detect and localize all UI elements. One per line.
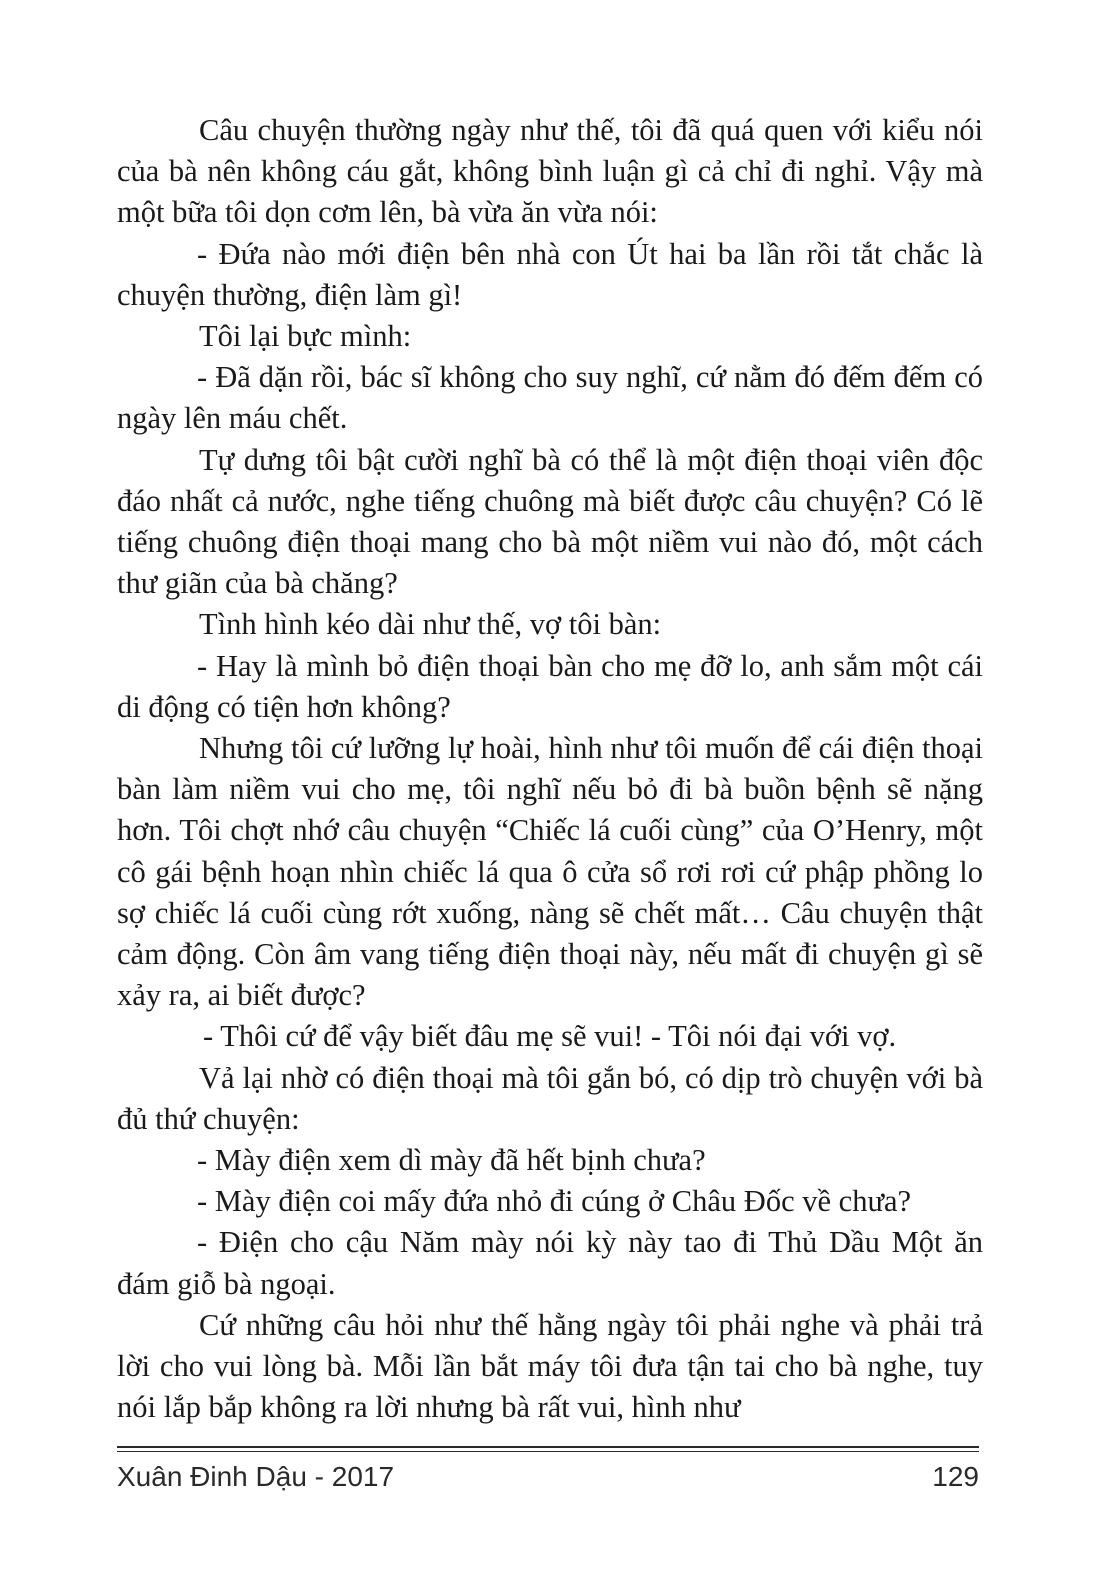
paragraph: Vả lại nhờ có điện thoại mà tôi gắn bó, có dịp trò chuyện với bà đủ thứ chuyện: [117, 1060, 983, 1136]
dialogue-line: - Đã dặn rồi, bác sĩ không cho suy nghĩ, cứ nằm đó đếm đếm có ngày lên máu chết. [117, 360, 983, 436]
dialogue-line: - Mày điện coi mấy đứa nhỏ đi cúng ở Châu Đốc về chưa? [197, 1184, 912, 1219]
paragraph: Câu chuyện thường ngày như thế, tôi đã quá quen với kiểu nói của bà nên không cáu gắt, không bình luận gì cả chỉ đi nghỉ. Vậy mà một bữa tôi dọn cơm lên, bà vừa ăn vừa nói: [117, 113, 983, 230]
paragraph: Tự dưng tôi bật cười nghĩ bà có thể là một điện thoại viên độc đáo nhất cả nước, nghe tiếng chuông mà biết được câu chuyện? Có lẽ tiếng chuông điện thoại mang cho bà một niềm vui nào đó, một cách thư giãn của bà chăng? [117, 442, 983, 601]
dialogue-line: - Mày điện xem dì mày đã hết bịnh chưa? [197, 1143, 706, 1178]
page-number: 129 [932, 1461, 979, 1492]
paragraph: Cứ những câu hỏi như thế hằng ngày tôi phải nghe và phải trả lời cho vui lòng bà. Mỗi lần bắt máy tôi đưa tận tai cho bà nghe, tuy nói lắp bắp không ra lời nhưng bà rất vui, hình như [117, 1307, 983, 1425]
footer-publication-title: Xuân Đinh Dậu - 2017 [117, 1461, 395, 1492]
dialogue-line: - Thôi cứ để vậy biết đâu mẹ sẽ vui! - Tôi nói đại với vợ. [203, 1019, 897, 1054]
paragraph: Tôi lại bực mình: [199, 319, 412, 354]
dialogue-line: - Đứa nào mới điện bên nhà con Út hai ba lần rồi tắt chắc là chuyện thường, điện làm gì! [117, 236, 983, 312]
paragraph: Nhưng tôi cứ lưỡng lự hoài, hình như tôi muốn để cái điện thoại bàn làm niềm vui cho mẹ, tôi nghĩ nếu bỏ đi bà buồn bệnh sẽ nặng hơn. Tôi chợt nhớ câu chuyện “Chiếc lá cuối cùng” của O’Henry, một cô gái bệnh hoạn nhìn chiếc lá qua ô cửa sổ rơi rơi cứ phập phồng lo sợ chiếc lá cuối cùng rớt xuống, nàng sẽ chết mất… Câu chuyện thật cảm động. Còn âm vang tiếng điện thoại này, nếu mất đi chuyện gì sẽ xảy ra, ai biết được? [117, 731, 983, 1013]
paragraph: Tình hình kéo dài như thế, vợ tôi bàn: [199, 607, 662, 642]
dialogue-line: - Điện cho cậu Năm mày nói kỳ này tao đi Thủ Dầu Một ăn đám giỗ bà ngoại. [117, 1225, 983, 1301]
dialogue-line: - Hay là mình bỏ điện thoại bàn cho mẹ đỡ lo, anh sắm một cái di động có tiện hơn không? [117, 648, 983, 724]
footer-rule-thin [117, 1451, 979, 1452]
page-body [117, 110, 983, 1429]
footer-rule [117, 1446, 979, 1448]
